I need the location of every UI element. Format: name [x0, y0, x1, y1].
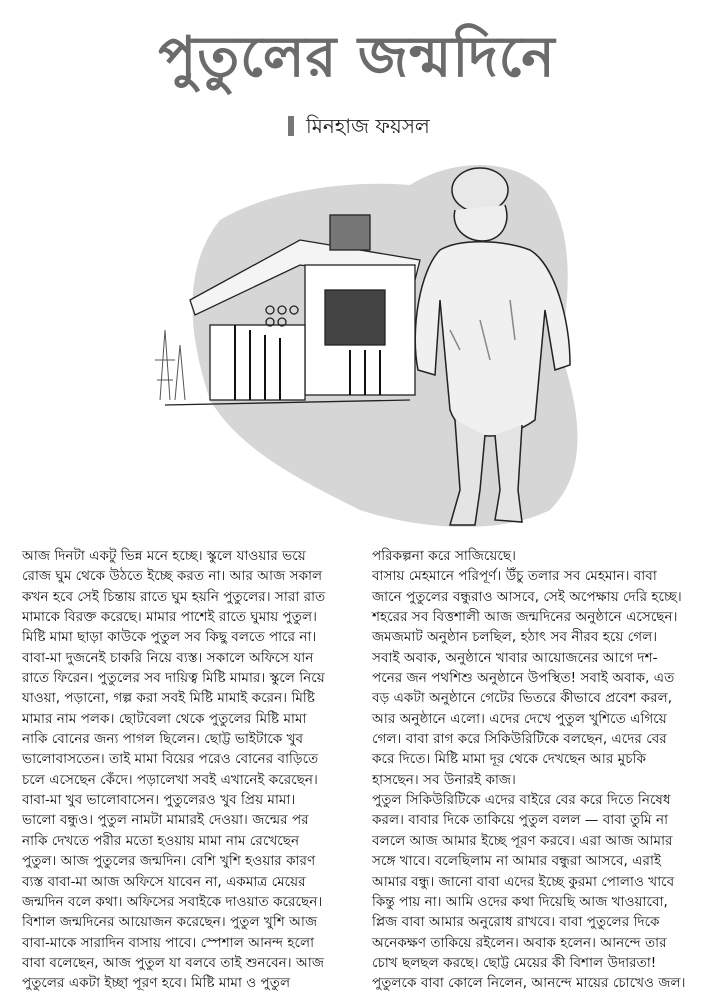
body-line: কখন হবে সেই চিন্তায় রাতে ঘুম হয়নি পুতুলের। সারা রাত [22, 588, 326, 605]
body-line: হাসছেন। সব উনারই কাজ। [372, 771, 516, 788]
body-line: ভালোবাসতেন। তাই মামা বিয়ের পরেও বোনের বাড়িতে [22, 751, 319, 768]
body-line: চলে এসেছেন কেঁদে। পড়ালেখা সবই এখানেই করেছেন। [22, 771, 318, 788]
sketch-boy-building-icon [150, 150, 590, 540]
article-column-left [22, 546, 352, 992]
body-line: পুতুল সিকিউরিটিকে এদের বাইরে বের করে দিতে নিষেধ [372, 792, 671, 809]
body-line: গেল। বাবা রাগ করে সিকিউরিটিকে বলছেন, এদের বের [372, 731, 667, 748]
body-line: আমার বন্ধু। জানো বাবা এদের ইচ্ছে কুরমা পোলাও খাবে [372, 873, 675, 890]
body-line: পুতুলকে বাবা কোলে নিলেন, আনন্দে মায়ের চোখেও জল। [372, 975, 686, 992]
body-line: চোখ ছলছল করছে। ছোট্ট মেয়ের কী বিশাল উদারতা! [372, 954, 657, 971]
body-line: ভালো বন্ধুও। পুতুল নামটা মামারই দেওয়া। জন্মের পর [22, 812, 309, 829]
body-line: প্লিজ বাবা আমার অনুরোধ রাখবে। বাবা পুতুলের দিকে [372, 914, 660, 931]
body-line: পুতুল। আজ পুতুলের জন্মদিন। বেশি খুশি হওয়ার কারণ [22, 853, 316, 870]
body-line: নাকি বোনের জন্য পাগল ছিলেন। ছোট্ট ভাইটাকে খুব [22, 731, 304, 748]
body-line: বাবা-মাকে সারাদিন বাসায় পাবে। স্পেশাল আনন্দ হলো [22, 934, 315, 951]
body-line: পনের জন পথশিশু অনুষ্ঠানে উপস্থিত! সবাই অবাক, এত [372, 670, 675, 687]
body-line: বাসায় মেহমানে পরিপূর্ণ। উঁচু তলার সব মেহমান। বাবা [372, 568, 657, 585]
body-line: অনেকক্ষণ তাকিয়ে রইলেন। অবাক হলেন। আনন্দে তার [372, 934, 667, 951]
article-title: পুতুলের জন্মদিনে [158, 25, 556, 90]
body-line: রোজ ঘুম থেকে উঠতে ইচ্ছে করত না। আর আজ সকাল [22, 568, 323, 585]
body-line: আর অনুষ্ঠানে এলো। এদের দেখে পুতুল খুশিতে এগিয়ে [372, 710, 667, 727]
body-line: ব্যস্ত বাবা-মা আজ অফিসে যাবেন না, একমাত্র মেয়ের [22, 873, 306, 890]
body-line: রাতে ফিরেন। পুতুলের সব দায়িত্ব মিষ্টি মামার। স্কুলে নিয়ে [22, 670, 325, 687]
body-line: বাবা-মা দুজনেই চাকরি নিয়ে ব্যস্ত। সকালে অফিসে যান [22, 649, 314, 666]
byline-marker [288, 116, 294, 136]
body-line: মিষ্টি মামা ছাড়া কাউকে পুতুল সব কিছু বলতে পারে না। [22, 629, 317, 646]
body-line: মামাকে বিরক্ত করেছে। মামার পাশেই রাতে ঘুমায় পুতুল। [22, 609, 317, 626]
body-line: সবাই অবাক, অনুষ্ঠানে খাবার আয়োজনের আগে দশ- [372, 649, 658, 666]
body-line: নাকি দেখতে পরীর মতো হওয়ায় মামা নাম রেখেছেন [22, 832, 300, 849]
body-line: আজ দিনটা একটু ভিন্ন মনে হচ্ছে। স্কুলে যাওয়ার ভয়ে [22, 548, 306, 564]
body-line: জন্মদিন বলে কথা। অফিসের সবাইকে দাওয়াত করেছেন। [22, 893, 323, 910]
body-line: বললে আজ আমার ইচ্ছে পূরণ করবে। এরা আজ আমার [372, 832, 673, 849]
body-line: বাবা-মা খুব ভালোবাসেন। পুতুলেরও খুব প্রিয় মামা। [22, 792, 296, 809]
body-line: জানে পুতুলের বন্ধুরাও আসবে, সেই অপেক্ষায় দেরি হচ্ছে। [372, 588, 682, 605]
body-line: জমজমাট অনুষ্ঠান চলছিল, হঠাৎ সব নীরব হয়ে গেল। [372, 629, 658, 646]
body-line: বিশাল জন্মদিনের আয়োজন করেছেন। পুতুল খুশি আজ [22, 914, 318, 931]
body-line: যাওয়া, পড়ানো, গল্প করা সবই মিষ্টি মামাই করেন। মিষ্টি [22, 690, 315, 707]
body-line: করে দিতে। মিষ্টি মামা দূর থেকে দেখছেন আর মুচকি [372, 751, 646, 768]
trees-sketch [155, 330, 185, 400]
article-column-right [372, 546, 706, 992]
body-line: করল। বাবার দিকে তাকিয়ে পুতুল বলল — বাবা তুমি না [372, 812, 669, 829]
body-line: কিন্তু পায় না। আমি ওদের কথা দিয়েছি আজ খাওয়াবো, [372, 893, 668, 910]
byline [288, 112, 430, 140]
body-line: শহরের সব বিত্তশালী আজ জন্মদিনের অনুষ্ঠানে এসেছেন। [372, 609, 678, 626]
body-line: মামার নাম পলক। ছোটবেলা থেকে পুতুলের মিষ্টি মামা [22, 710, 307, 727]
body-line: বড় একটা অনুষ্ঠানে গেটের ভিতরে কীভাবে প্রবেশ করল, [372, 690, 673, 707]
body-line: বাবা বলেছেন, আজ পুতুল যা বলবে তাই শুনবেন। আজ [22, 954, 324, 971]
author-name: মিনহাজ ফয়সল [306, 114, 430, 138]
body-line: পরিকল্পনা করে সাজিয়েছে। [372, 548, 516, 564]
body-line: পুতুলের একটা ইচ্ছা পূরণ হবে। মিষ্টি মামা ও পুতুল [22, 975, 291, 992]
body-line: সঙ্গে খাবে। বলেছিলাম না আমার বন্ধুরা আসবে, এরাই [372, 853, 662, 870]
